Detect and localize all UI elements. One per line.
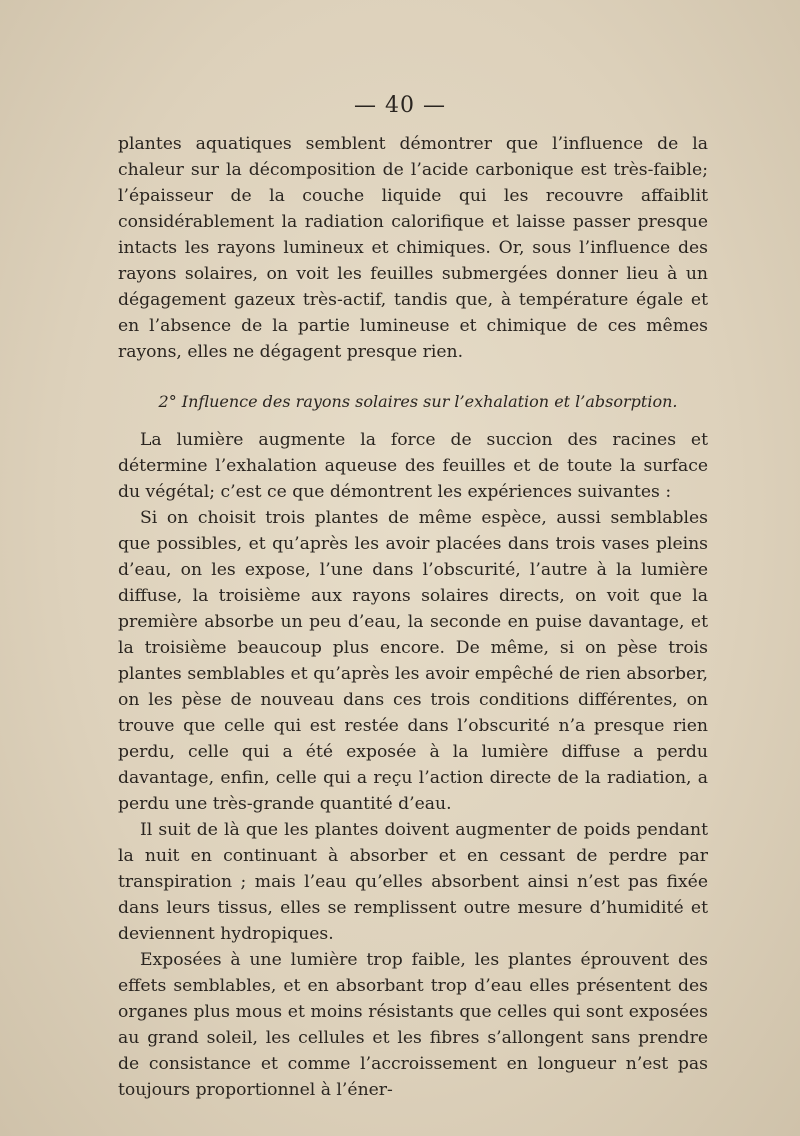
paragraph-1: plantes aquatiques semblent démontrer que l’influence de la chaleur sur la décomposition de l’acide carbonique est très-faible; l’épaisseur de la couche liquide qui les recouvre affaiblit considérablement la radiation calorifique et laisse passer presque intacts les rayons lumineux et chimiques. Or, sous l’influence des rayons solaires, on voit les feuilles submergées donner lieu à un dégagement gazeux très-actif, tandis que, à température égale et en l’absence de la partie lumineuse et chimique de ces mêmes rayons, elles ne dégagent presque rien.	[118, 134, 708, 362]
paragraph-2: La lumière augmente la force de succion des racines et détermine l’exhalation aqueuse des feuilles et de toute la surface du végétal; c’est ce que démontrent les expériences suivantes :	[118, 430, 708, 502]
page-body	[118, 131, 708, 1103]
paragraph-4: Il suit de là que les plantes doivent augmenter de poids pendant la nuit en continuant à absorber et en cessant de perdre par transpiration ; mais l’eau qu’elles absorbent ainsi n’est pas fixée dans leurs tissus, elles se remplissent outre mesure d’humidité et deviennent hydropiques.	[118, 820, 708, 944]
paragraph-3: Si on choisit trois plantes de même espèce, aussi semblables que possibles, et qu’après les avoir placées dans trois vases pleins d’eau, on les expose, l’une dans l’obscurité, l’autre à la lumière diffuse, la troisième aux rayons solaires directs, on voit que la première absorbe un peu d’eau, la seconde en puise davantage, et la troisième beaucoup plus encore. De même, si on pèse trois plantes semblables et qu’après les avoir empêché de rien absorber, on les pèse de nouveau dans ces trois conditions différentes, on trouve que celle qui est restée dans l’obscurité n’a presque rien perdu, celle qui a été exposée à la lumière diffuse a perdu davantage, enfin, celle qui a reçu l’action directe de la radiation, a perdu une très-grande quantité d’eau.	[118, 508, 708, 814]
section-heading: 2° Influence des rayons solaires sur l’exhalation et l’absorption.	[158, 392, 678, 411]
page-number: — 40 —	[354, 93, 446, 118]
paragraph-5: Exposées à une lumière trop faible, les plantes éprouvent des effets semblables, et en absorbant trop d’eau elles présentent des organes plus mous et moins résistants que celles qui sont exposées au grand soleil, les cellules et les fibres s’allongent sans prendre de consistance et comme l’accroissement en longueur n’est pas toujours proportionnel à l’éner-	[118, 950, 708, 1100]
